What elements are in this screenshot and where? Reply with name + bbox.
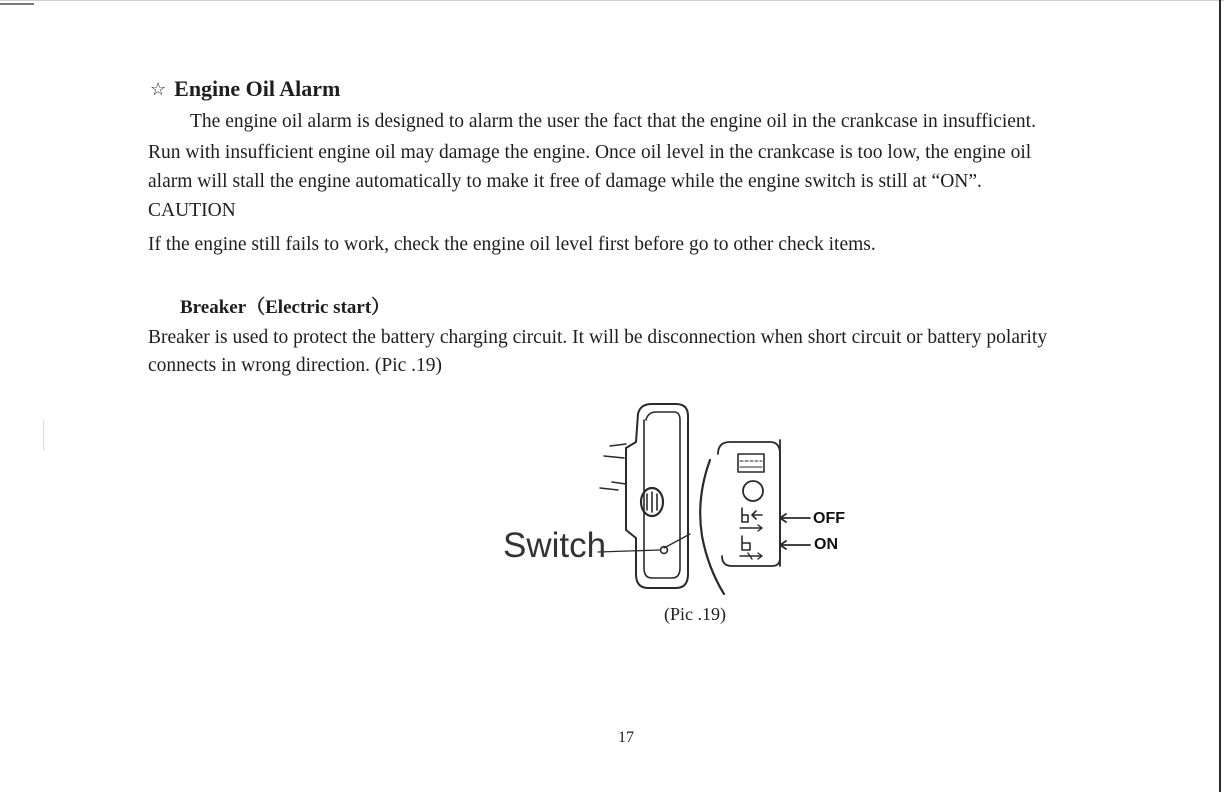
- breaker-diagram: [590, 398, 860, 603]
- page-top-left-mark: [0, 3, 34, 5]
- off-arrow: [780, 514, 810, 522]
- section-heading: [150, 76, 340, 102]
- figure-caption: (Pic .19): [664, 604, 726, 624]
- paragraph-line: The engine oil alarm is designed to alarm the user the fact that the engine oil in the crankcase in insufficient.: [190, 111, 1036, 132]
- bracket-curve: [700, 460, 724, 594]
- breaker-figure: [590, 398, 860, 603]
- circle-symbol: [743, 481, 763, 501]
- paragraph-line: Breaker is used to protect the battery charging circuit. It will be disconnection when short circuit or battery polarity: [148, 327, 1048, 348]
- paragraph-line: connects in wrong direction. (Pic .19): [148, 355, 443, 376]
- star-icon: ☆: [150, 79, 167, 99]
- scan-artifact: [43, 420, 44, 450]
- on-arrow: [780, 541, 810, 549]
- label-panel: [718, 442, 780, 566]
- on-symbol: [742, 536, 750, 550]
- breaker-heading: Breaker（Electric start）: [180, 297, 391, 318]
- page-top-edge: [0, 0, 1224, 1]
- breaker-mounting-tabs: [600, 444, 626, 490]
- paragraph-line: alarm will stall the engine automatically to make it free of damage while the engine switch is still at “ON”.: [148, 171, 982, 192]
- page-number: 17: [618, 729, 634, 746]
- paragraph-line: If the engine still fails to work, check the engine oil level first before go to other check items.: [148, 234, 876, 255]
- off-label: OFF: [813, 510, 845, 527]
- page-right-edge: [1219, 0, 1221, 792]
- off-symbol: [742, 508, 762, 522]
- switch-label: Switch: [503, 526, 607, 565]
- paragraph-line: Run with insufficient engine oil may damage the engine. Once oil level in the crankcase is too low, the engine oil: [148, 142, 1032, 163]
- display-symbol: [738, 454, 764, 472]
- on-label: ON: [814, 536, 838, 553]
- section-title: Engine Oil Alarm: [174, 76, 341, 101]
- caution-label: CAUTION: [148, 200, 236, 221]
